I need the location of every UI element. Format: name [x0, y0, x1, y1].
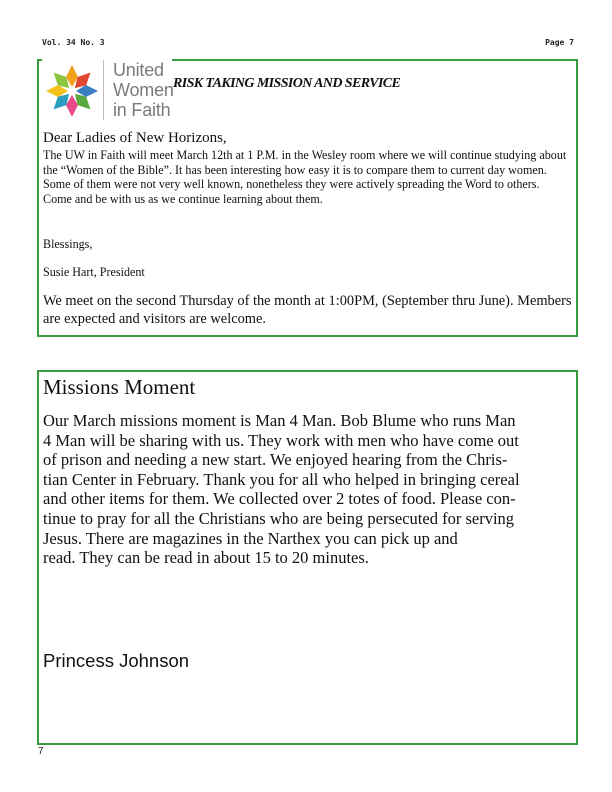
logo-text-line: United: [113, 60, 164, 80]
missions-title: Missions Moment: [43, 375, 196, 399]
body-line: 4 Man will be sharing with us. They work with men who have come out: [43, 430, 519, 450]
body-line: of prison and needing a new start. We enjoyed hearing from the Chris-: [43, 450, 508, 470]
closing-blessing: Blessings,: [43, 237, 93, 251]
logo-text-line: in Faith: [113, 100, 171, 120]
body-line: Jesus. There are magazines in the Narthex you can pick up and: [43, 528, 458, 548]
logo-text-line: Women: [113, 80, 174, 100]
missions-moment-section: [37, 370, 578, 745]
greeting: Dear Ladies of New Horizons,: [43, 130, 227, 146]
uwf-logo: [42, 58, 172, 124]
body-line: tian Center in February. Thank you for all who helped in bringing cereal: [43, 469, 520, 489]
star-logo-icon: [42, 61, 102, 121]
footer-page-number: 7: [38, 746, 44, 757]
section-heading: RISK TAKING MISSION AND SERVICE: [173, 76, 401, 91]
body-line: Our March missions moment is Man 4 Man. Bob Blume who runs Man: [43, 411, 516, 430]
author-name: Princess Johnson: [43, 650, 190, 671]
body-line: tinue to pray for all the Christians who are being persecuted for serving: [43, 508, 515, 528]
uw-faith-section: [37, 59, 578, 337]
meeting-paragraph: The UW in Faith will meet March 12th at 1 P.M. in the Wesley room where we will continue studying about the “Women of the Bible”. It has been interesting how easy it is to compare them to current day women. Some of them were not very well known, nonetheless they were actively spreading the Word to others. Come and be with us as we continue learning about them.: [43, 148, 567, 207]
signature: Susie Hart, President: [43, 265, 145, 279]
body-line: and other items for them. We collected over 2 totes of food. Please con-: [43, 489, 516, 509]
logo-divider: [103, 60, 104, 120]
meeting-schedule: We meet on the second Thursday of the month at 1:00PM, (September thru June). Members are expected and visitors are welcome.: [43, 293, 572, 327]
body-line: read. They can be read in about 15 to 20 minutes.: [43, 548, 369, 568]
page-label: Page 7: [545, 38, 574, 47]
missions-body: [43, 411, 573, 568]
volume-label: Vol. 34 No. 3: [42, 38, 105, 47]
